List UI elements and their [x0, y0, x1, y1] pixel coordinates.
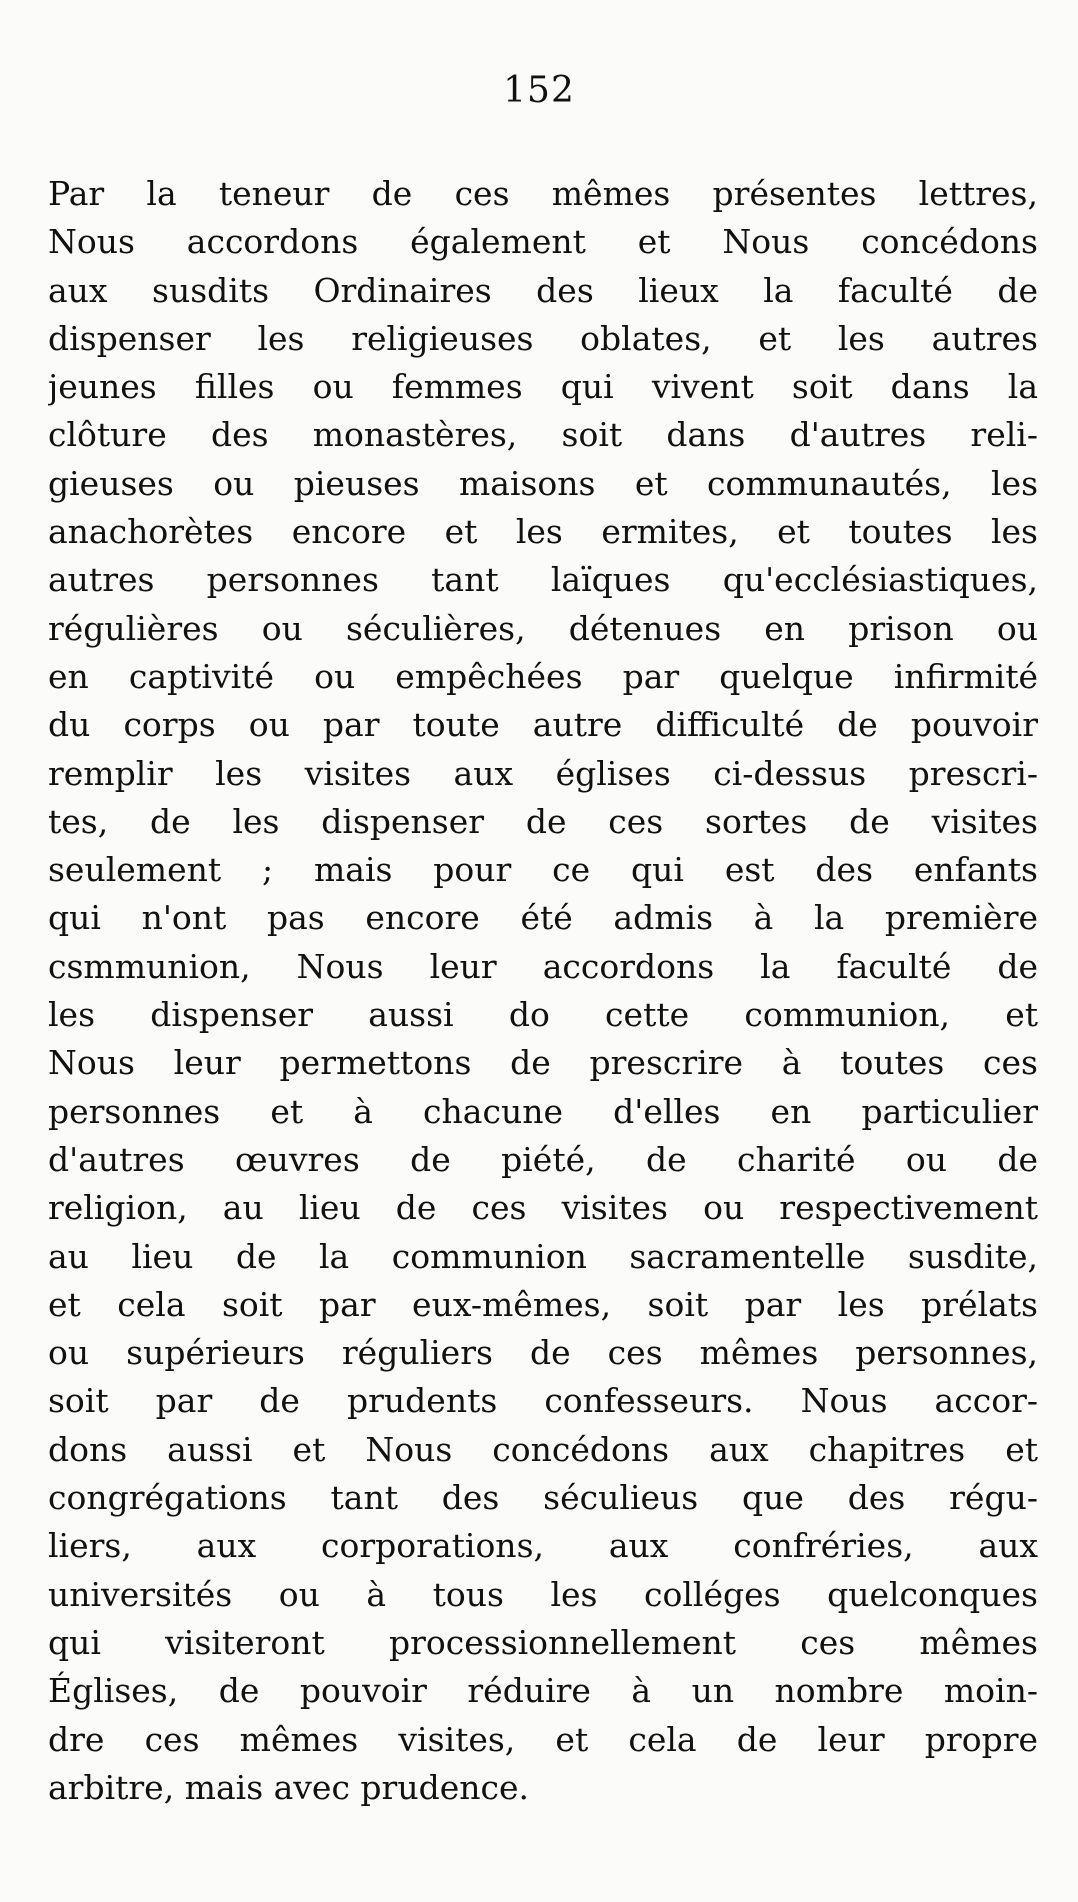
text-line: jeunes filles ou femmes qui vivent soit dans la — [48, 367, 1038, 407]
text-line: liers, aux corporations, aux confréries, aux — [48, 1526, 1038, 1566]
text-line: les dispenser aussi do cette communion, et — [48, 995, 1038, 1035]
text-line: Nous accordons également et Nous concédons — [48, 222, 1038, 262]
text-line: seulement ; mais pour ce qui est des enfants — [48, 850, 1038, 890]
page-number: 152 — [503, 70, 575, 111]
text-line: au lieu de la communion sacramentelle susdite, — [48, 1236, 1038, 1276]
text-line: et cela soit par eux-mêmes, soit par les prélats — [48, 1284, 1038, 1324]
text-line: Par la teneur de ces mêmes présentes lettres, — [48, 174, 1038, 213]
text-line: ou supérieurs réguliers de ces mêmes personnes, — [48, 1333, 1038, 1373]
text-line-last: arbitre, mais avec prudence. — [48, 1767, 529, 1807]
text-line: personnes et à chacune d'elles en particulier — [48, 1091, 1038, 1131]
text-line: Nous leur permettons de prescrire à toutes ces — [48, 1043, 1038, 1083]
text-line: gieuses ou pieuses maisons et communautés, les — [48, 463, 1038, 503]
text-line: du corps ou par toute autre difficulté de pouvoir — [48, 705, 1038, 745]
text-line: anachorètes encore et les ermites, et toutes les — [48, 512, 1038, 552]
text-line: autres personnes tant laïques qu'ecclésiastiques, — [48, 560, 1038, 600]
text-line: universités ou à tous les colléges quelconques — [48, 1574, 1038, 1614]
text-line: remplir les visites aux églises ci-dessus prescri- — [48, 753, 1038, 793]
text-line: clôture des monastères, soit dans d'autres reli- — [48, 415, 1038, 455]
text-line: dispenser les religieuses oblates, et les autres — [48, 318, 1038, 358]
text-line: religion, au lieu de ces visites ou respectivement — [48, 1188, 1038, 1228]
text-line: soit par de prudents confesseurs. Nous accor- — [48, 1381, 1038, 1421]
text-line: en captivité ou empêchées par quelque infirmité — [48, 656, 1038, 696]
text-line: tes, de les dispenser de ces sortes de visites — [48, 801, 1038, 841]
text-line: qui n'ont pas encore été admis à la première — [48, 898, 1038, 938]
text-line: csmmunion, Nous leur accordons la faculté de — [48, 946, 1038, 986]
body-text — [48, 170, 1038, 1812]
text-line: dre ces mêmes visites, et cela de leur propre — [48, 1719, 1038, 1759]
text-line: congrégations tant des séculieus que des régu- — [48, 1478, 1038, 1518]
text-line: régulières ou séculières, détenues en prison ou — [48, 608, 1038, 648]
text-line: qui visiteront processionnellement ces mêmes — [48, 1622, 1038, 1662]
text-line: d'autres œuvres de piété, de charité ou de — [48, 1139, 1038, 1179]
text-line: Églises, de pouvoir réduire à un nombre moin- — [48, 1671, 1038, 1711]
text-line: dons aussi et Nous concédons aux chapitres et — [48, 1429, 1038, 1469]
text-line: aux susdits Ordinaires des lieux la faculté de — [48, 270, 1038, 310]
